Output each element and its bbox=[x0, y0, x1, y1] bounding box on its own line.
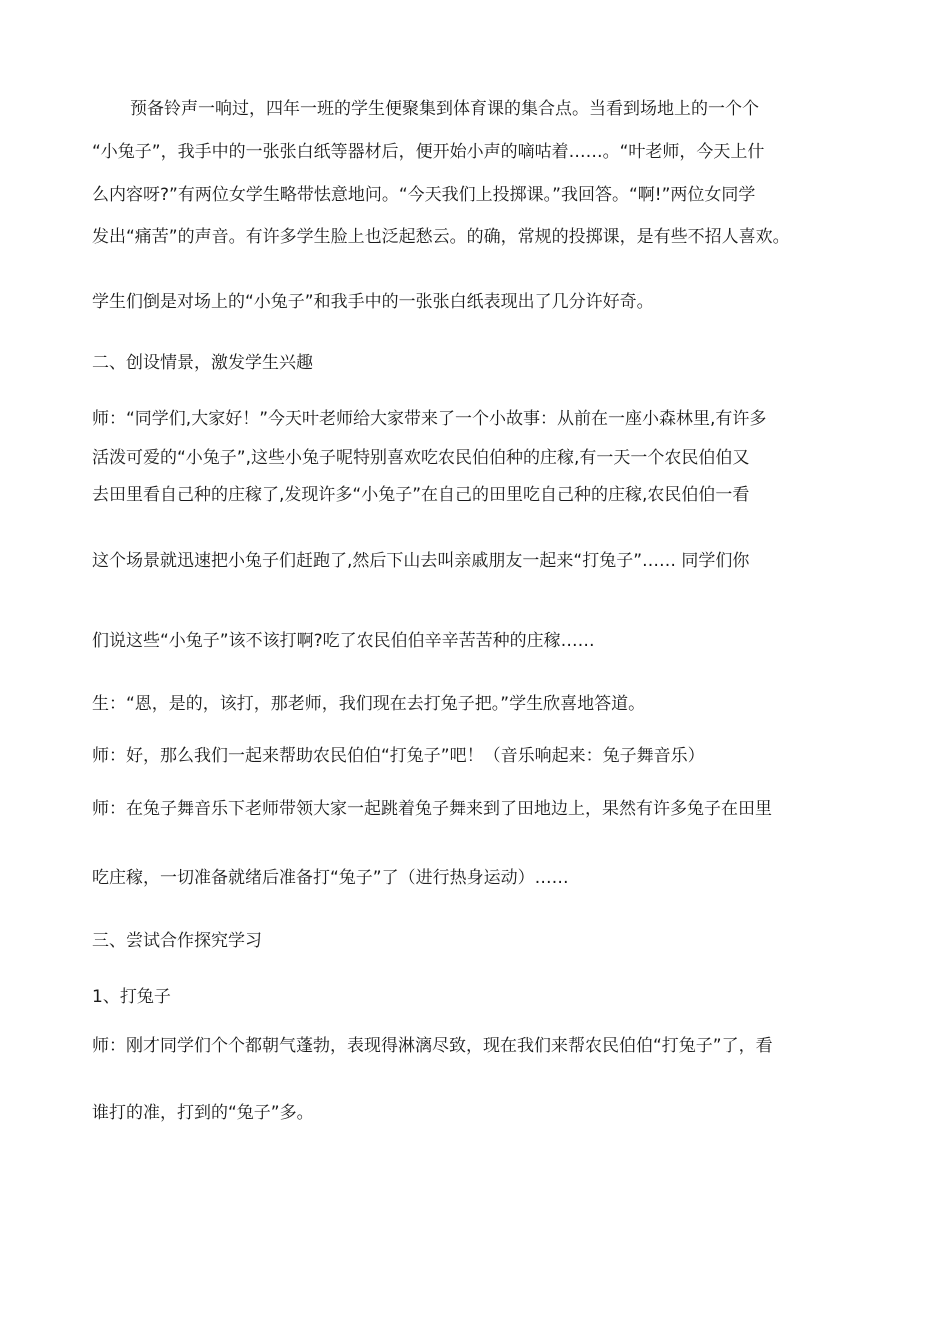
paragraph-line-19: 谁打的准，打到的“兔子”多。 bbox=[92, 1103, 314, 1123]
paragraph-line-7: 师：“同学们,大家好！”今天叶老师给大家带来了一个小故事：从前在一座小森林里,有许多 bbox=[92, 409, 767, 429]
section-heading-2: 二、创设情景，激发学生兴趣 bbox=[92, 353, 313, 373]
paragraph-line-1: 预备铃声一响过，四年一班的学生便聚集到体育课的集合点。当看到场地上的一个个 bbox=[130, 99, 759, 119]
subsection-heading-1: 1、打兔子 bbox=[92, 987, 171, 1007]
paragraph-line-3: 么内容呀?”有两位女学生略带怯意地问。“今天我们上投掷课。”我回答。“啊!”两位女同学 bbox=[92, 185, 756, 205]
paragraph-line-8: 活泼可爱的“小兔子”,这些小兔子呢特别喜欢吃农民伯伯种的庄稼,有一天一个农民伯伯又 bbox=[92, 448, 750, 468]
paragraph-line-2: “小兔子”，我手中的一张张白纸等器材后，便开始小声的嘀咕着……。“叶老师，今天上什 bbox=[92, 142, 765, 162]
paragraph-line-14: 师：在兔子舞音乐下老师带领大家一起跳着兔子舞来到了田地边上，果然有许多兔子在田里 bbox=[92, 799, 772, 819]
section-heading-3: 三、尝试合作探究学习 bbox=[92, 931, 262, 951]
paragraph-line-4: 发出“痛苦”的声音。有许多学生脸上也泛起愁云。的确，常规的投掷课，是有些不招人喜欢。 bbox=[92, 227, 790, 247]
paragraph-line-13: 师：好，那么我们一起来帮助农民伯伯“打兔子”吧！（音乐响起来：兔子舞音乐） bbox=[92, 746, 705, 766]
paragraph-line-15: 吃庄稼，一切准备就绪后准备打“兔子”了（进行热身运动）…… bbox=[92, 868, 569, 888]
paragraph-line-18: 师：刚才同学们个个都朝气蓬勃，表现得淋漓尽致，现在我们来帮农民伯伯“打兔子”了，看 bbox=[92, 1036, 773, 1056]
paragraph-line-5: 学生们倒是对场上的“小兔子”和我手中的一张张白纸表现出了几分许好奇。 bbox=[92, 292, 654, 312]
paragraph-line-12: 生：“恩，是的，该打，那老师，我们现在去打兔子把。”学生欣喜地答道。 bbox=[92, 694, 646, 714]
paragraph-line-10: 这个场景就迅速把小兔子们赶跑了,然后下山去叫亲戚朋友一起来“打兔子”…… 同学们你 bbox=[92, 551, 750, 571]
paragraph-line-11: 们说这些“小兔子”该不该打啊?吃了农民伯伯辛辛苦苦种的庄稼…… bbox=[92, 631, 595, 651]
paragraph-line-9: 去田里看自己种的庄稼了,发现许多“小兔子”在自己的田里吃自己种的庄稼,农民伯伯一看 bbox=[92, 485, 750, 505]
